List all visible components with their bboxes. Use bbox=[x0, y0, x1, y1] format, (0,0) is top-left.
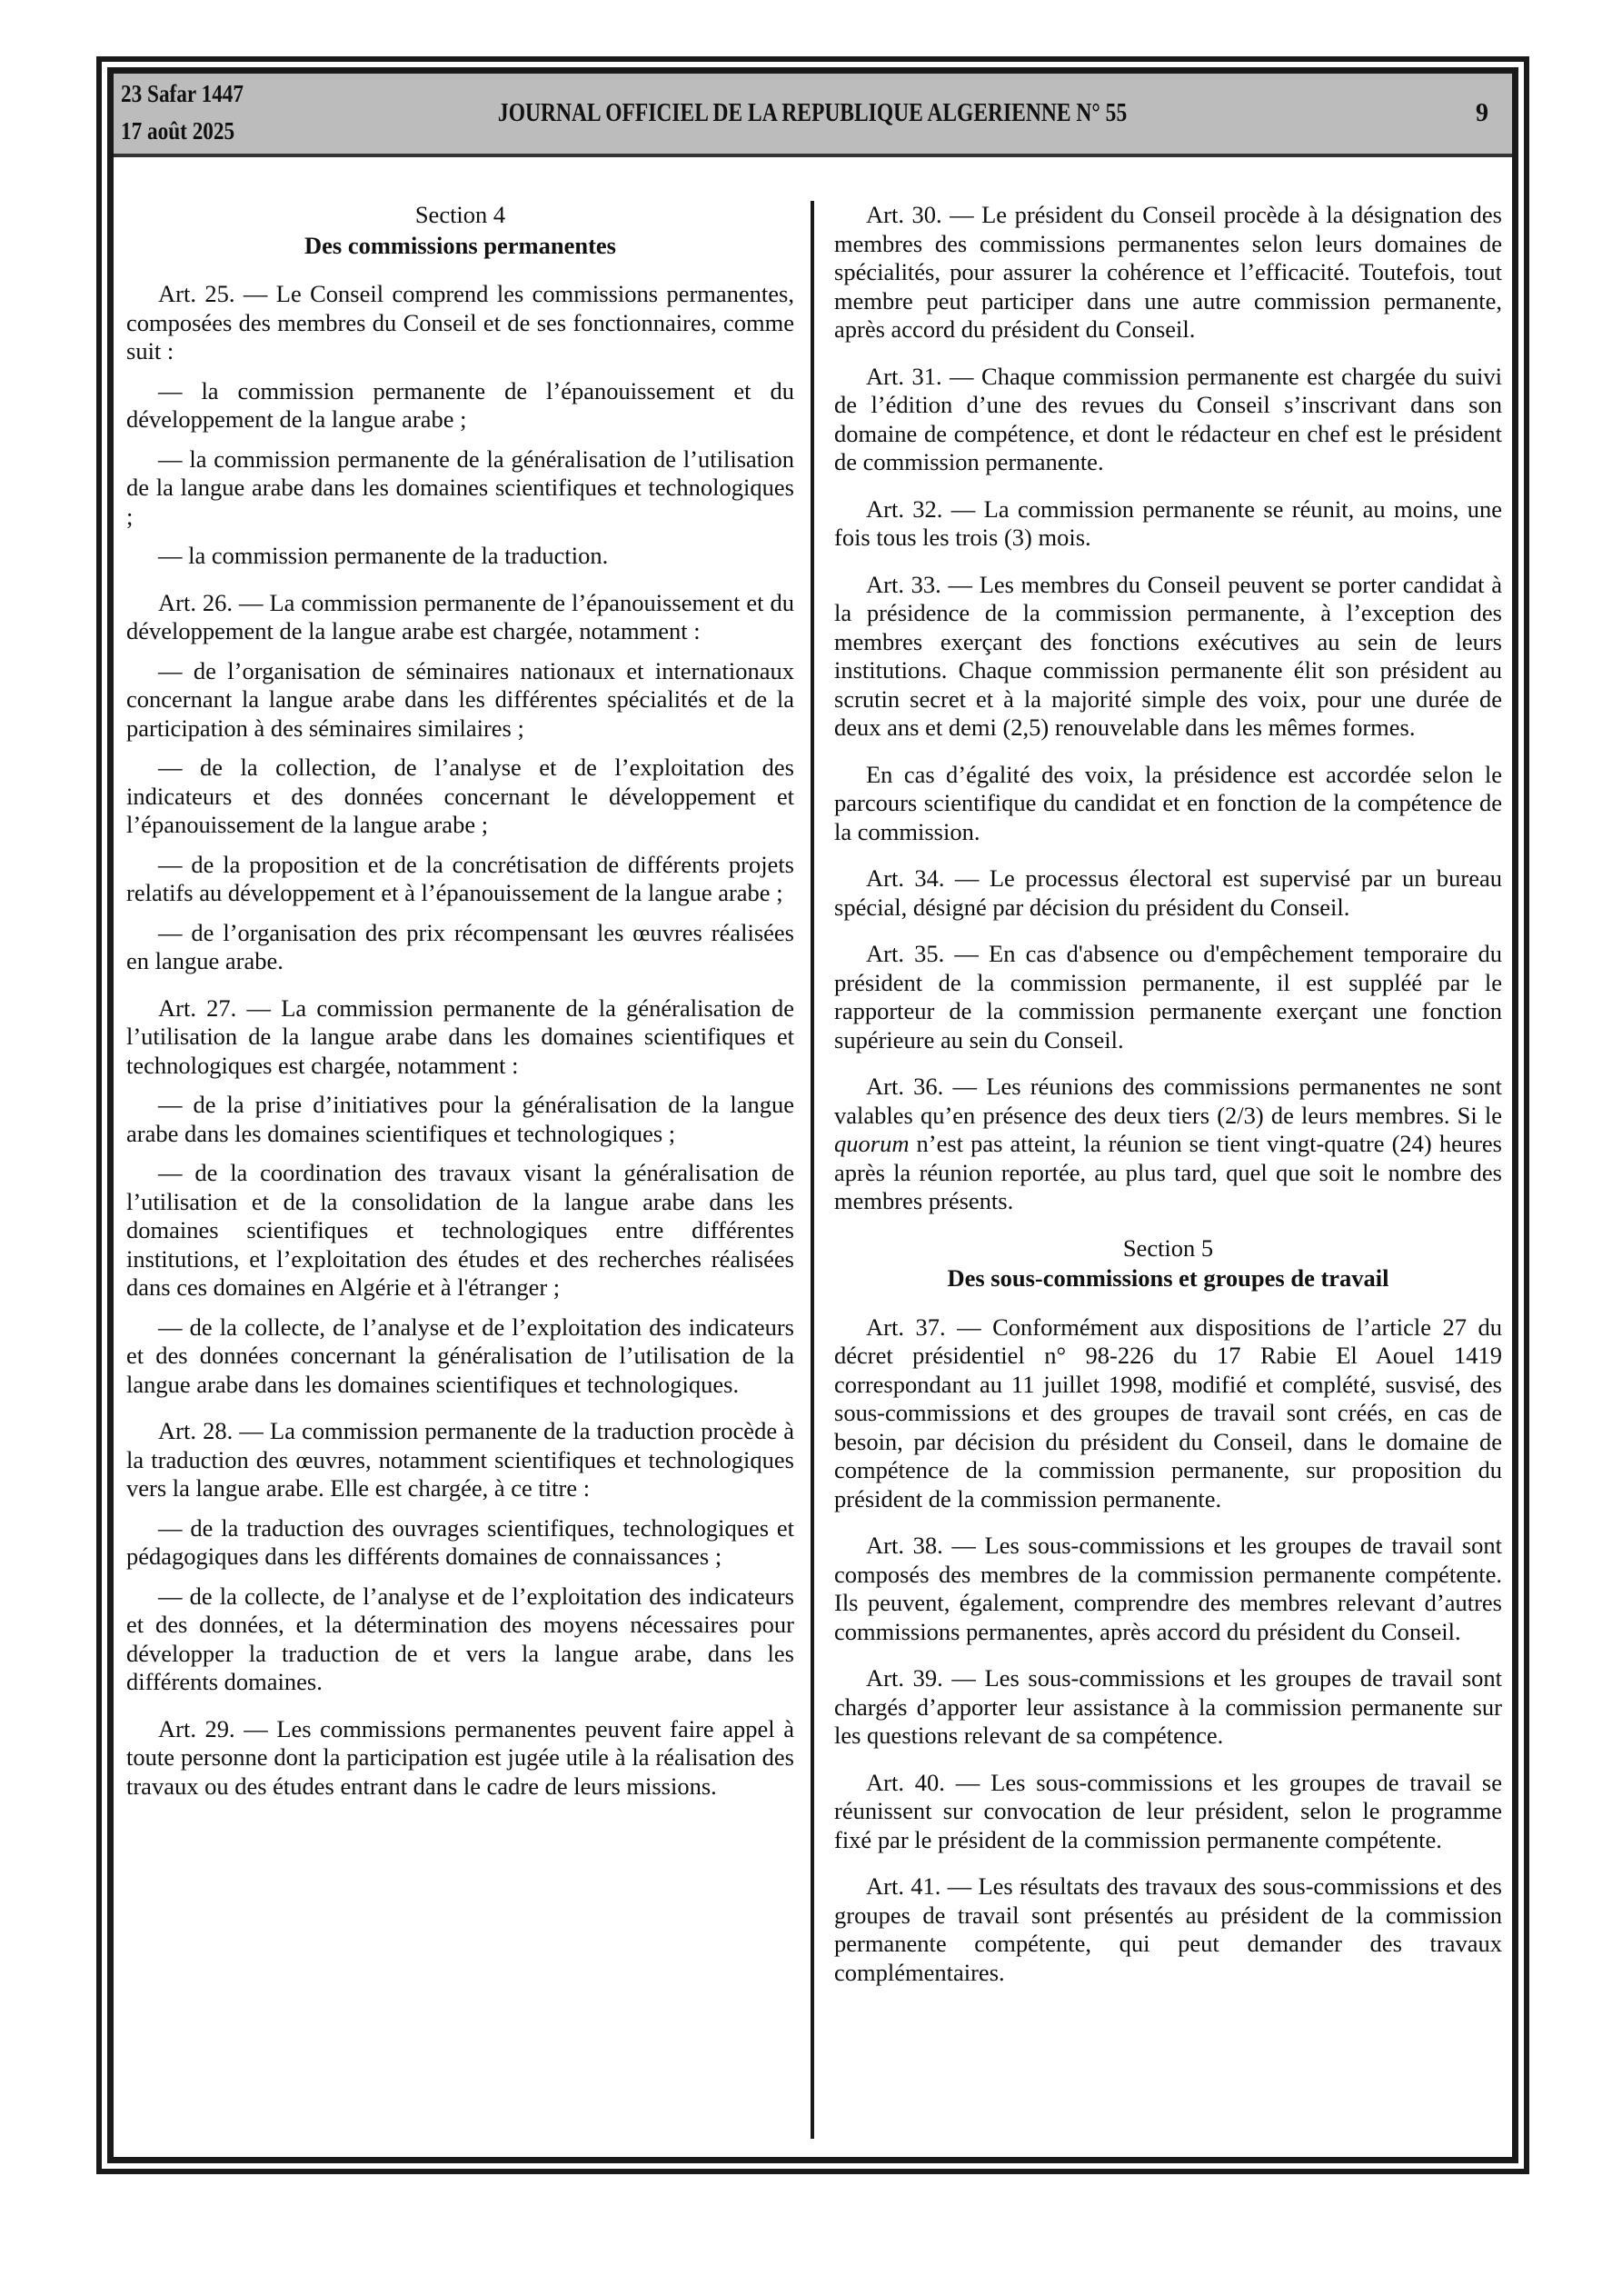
article-32: Art. 32. — La commission permanente se réunit, au moins, une fois tous les trois (3) mois. bbox=[834, 494, 1502, 551]
article-26-item: — de la proposition et de la concrétisation de différents projets relatifs au développement et à l’épanouissement de la langue arabe ; bbox=[126, 850, 794, 906]
gregorian-date: 17 août 2025 bbox=[121, 117, 235, 145]
quorum-italic: quorum bbox=[834, 1130, 910, 1157]
article-36 bbox=[834, 1073, 1502, 1216]
article-27: Art. 27. — La commission permanente de la généralisation de l’utilisation de la langue arabe dans les domaines scientifiques et technologiques est chargée, notamment : bbox=[126, 993, 794, 1079]
article-36-text-before: Art. 36. — Les réunions des commissions permanentes ne sont valables qu’en présence des deux tiers (2/3) de leurs membres. Si le bbox=[834, 1073, 1502, 1129]
left-column bbox=[126, 201, 794, 1819]
article-25-item: — la commission permanente de l’épanouissement et du développement de la langue arabe ; bbox=[126, 376, 794, 433]
article-26-item: — de l’organisation des prix récompensant les œuvres réalisées en langue arabe. bbox=[126, 918, 794, 974]
column-divider bbox=[811, 201, 814, 2139]
article-28-item: — de la traduction des ouvrages scientifiques, technologiques et pédagogiques dans les différents domaines de connaissances ; bbox=[126, 1513, 794, 1570]
article-27-item: — de la collecte, de l’analyse et de l’exploitation des indicateurs et des données concernant la généralisation de l’utilisation de la langue arabe dans les domaines scientifiques et technologiques. bbox=[126, 1313, 794, 1398]
article-28: Art. 28. — La commission permanente de la traduction procède à la traduction des œuvres, notamment scientifiques et technologiques vers la langue arabe. Elle est chargée, à ce titre : bbox=[126, 1417, 794, 1502]
article-25: Art. 25. — Le Conseil comprend les commissions permanentes, composées des membres du Conseil et de ses fonctionnaires, comme suit : bbox=[126, 280, 794, 364]
article-31: Art. 31. — Chaque commission permanente est chargée du suivi de l’édition d’une des revues du Conseil s’inscrivant dans son domaine de compétence, et dont le rédacteur en chef est le président de commission permanente. bbox=[834, 362, 1502, 475]
article-28-item: — de la collecte, de l’analyse et de l’exploitation des indicateurs et des données, et la détermination des moyens nécessaires pour développer la traduction de et vers la langue arabe, dans les différents domaines. bbox=[126, 1582, 794, 1695]
article-39: Art. 39. — Les sous-commissions et les groupes de travail sont chargés d’apporter leur assistance à la commission permanente sur les questions relevant de sa compétence. bbox=[834, 1664, 1502, 1749]
article-26: Art. 26. — La commission permanente de l’épanouissement et du développement de la langue arabe est chargée, notamment : bbox=[126, 588, 794, 644]
article-25-item: — la commission permanente de la traduction. bbox=[158, 542, 609, 569]
article-34: Art. 34. — Le processus électoral est supervisé par un bureau spécial, désigné par décision du président du Conseil. bbox=[834, 864, 1502, 921]
article-40: Art. 40. — Les sous-commissions et les groupes de travail se réunissent sur convocation de leur président, selon le programme fixé par le président de la commission permanente compétente. bbox=[834, 1768, 1502, 1853]
article-33-paragraph-2: En cas d’égalité des voix, la présidence est accordée selon le parcours scientifique du candidat et en fonction de la compétence de la commission. bbox=[834, 760, 1502, 845]
section-4-title: Des commissions permanentes bbox=[304, 231, 616, 259]
section-5-number: Section 5 bbox=[1122, 1233, 1214, 1262]
article-25-item: — la commission permanente de la généralisation de l’utilisation de la langue arabe dans les domaines scientifiques et technologiques ; bbox=[126, 444, 794, 530]
article-36-text-after: n’est pas atteint, la réunion se tient vingt-quatre (24) heures après la réunion reportée, au plus tard, quel que soit le nombre des membres présents. bbox=[834, 1130, 1502, 1214]
article-30: Art. 30. — Le président du Conseil procède à la désignation des membres des commissions permanentes selon leurs domaines de spécialités, pour assurer la cohérence et l’efficacité. Toutefois, tout membre peut participer dans une autre commission permanente, après accord du président du Conseil. bbox=[834, 201, 1502, 343]
article-37: Art. 37. — Conformément aux dispositions de l’article 27 du décret présidentiel n° 98-226 du 17 Rabie El Aouel 1419 correspondant au 11 juillet 1998, modifié et complété, susvisé, des sous-commissions et des groupes de travail sont créés, en cas de besoin, par décision du président du Conseil, dans le domaine de compétence de la commission permanente, sur proposition du président de la commission permanente. bbox=[834, 1313, 1502, 1512]
article-35: Art. 35. — En cas d'absence ou d'empêchement temporaire du président de la commission permanente, il est suppléé par le rapporteur de la commission permanente exerçant une fonction supérieure au sein du Conseil. bbox=[834, 940, 1502, 1053]
article-41: Art. 41. — Les résultats des travaux des sous-commissions et des groupes de travail sont présentés au président de la commission permanente compétente, qui peut demander des travaux complémentaires. bbox=[834, 1872, 1502, 1986]
article-27-item: — de la prise d’initiatives pour la généralisation de la langue arabe dans les domaines scientifiques et technologiques ; bbox=[126, 1091, 794, 1147]
hijri-date: 23 Safar 1447 bbox=[121, 80, 244, 107]
page-inner-frame bbox=[107, 67, 1518, 2163]
article-29: Art. 29. — Les commissions permanentes peuvent faire appel à toute personne dont la participation est jugée utile à la réalisation des travaux ou des études entrant dans le cadre de leurs missions. bbox=[126, 1714, 794, 1800]
article-26-item: — de la collection, de l’analyse et de l’exploitation des indicateurs et des données concernant le développement et l’épanouissement de la langue arabe ; bbox=[126, 754, 794, 838]
article-27-item: — de la coordination des travaux visant la généralisation de l’utilisation et de la consolidation de la langue arabe dans les domaines scientifiques et technologiques entre différentes institutions, et l’exploitation des études et des recherches réalisées dans ces domaines en Algérie et à l'étranger ; bbox=[126, 1159, 794, 1301]
article-38: Art. 38. — Les sous-commissions et les groupes de travail sont composés des membres de la commission permanente compétente. Ils peuvent, également, comprendre des membres relevant d’autres commissions permanentes, après accord du président du Conseil. bbox=[834, 1532, 1502, 1645]
article-33: Art. 33. — Les membres du Conseil peuvent se porter candidat à la présidence de la commission permanente, à l’exception des membres exerçant des fonctions exécutives au sein de leurs institutions. Chaque commission permanente élit son président au scrutin secret et à la majorité simple des voix, pour une durée de deux ans et demi (2,5) renouvelable dans les mêmes formes. bbox=[834, 570, 1502, 741]
article-26-item: — de l’organisation de séminaires nationaux et internationaux concernant la langue arabe dans les différentes spécialités et de la participation à des séminaires similaires ; bbox=[126, 656, 794, 742]
journal-title-text: JOURNAL OFFICIEL DE LA REPUBLIQUE ALGERIENNE N° 55 bbox=[498, 99, 1128, 127]
right-column bbox=[834, 201, 1502, 2005]
section-5-title: Des sous-commissions et groupes de travail bbox=[947, 1264, 1389, 1292]
section-4-number: Section 4 bbox=[414, 201, 506, 228]
journal-header bbox=[114, 74, 1512, 157]
journal-title bbox=[114, 99, 1512, 128]
page-number: 9 bbox=[1476, 99, 1488, 127]
